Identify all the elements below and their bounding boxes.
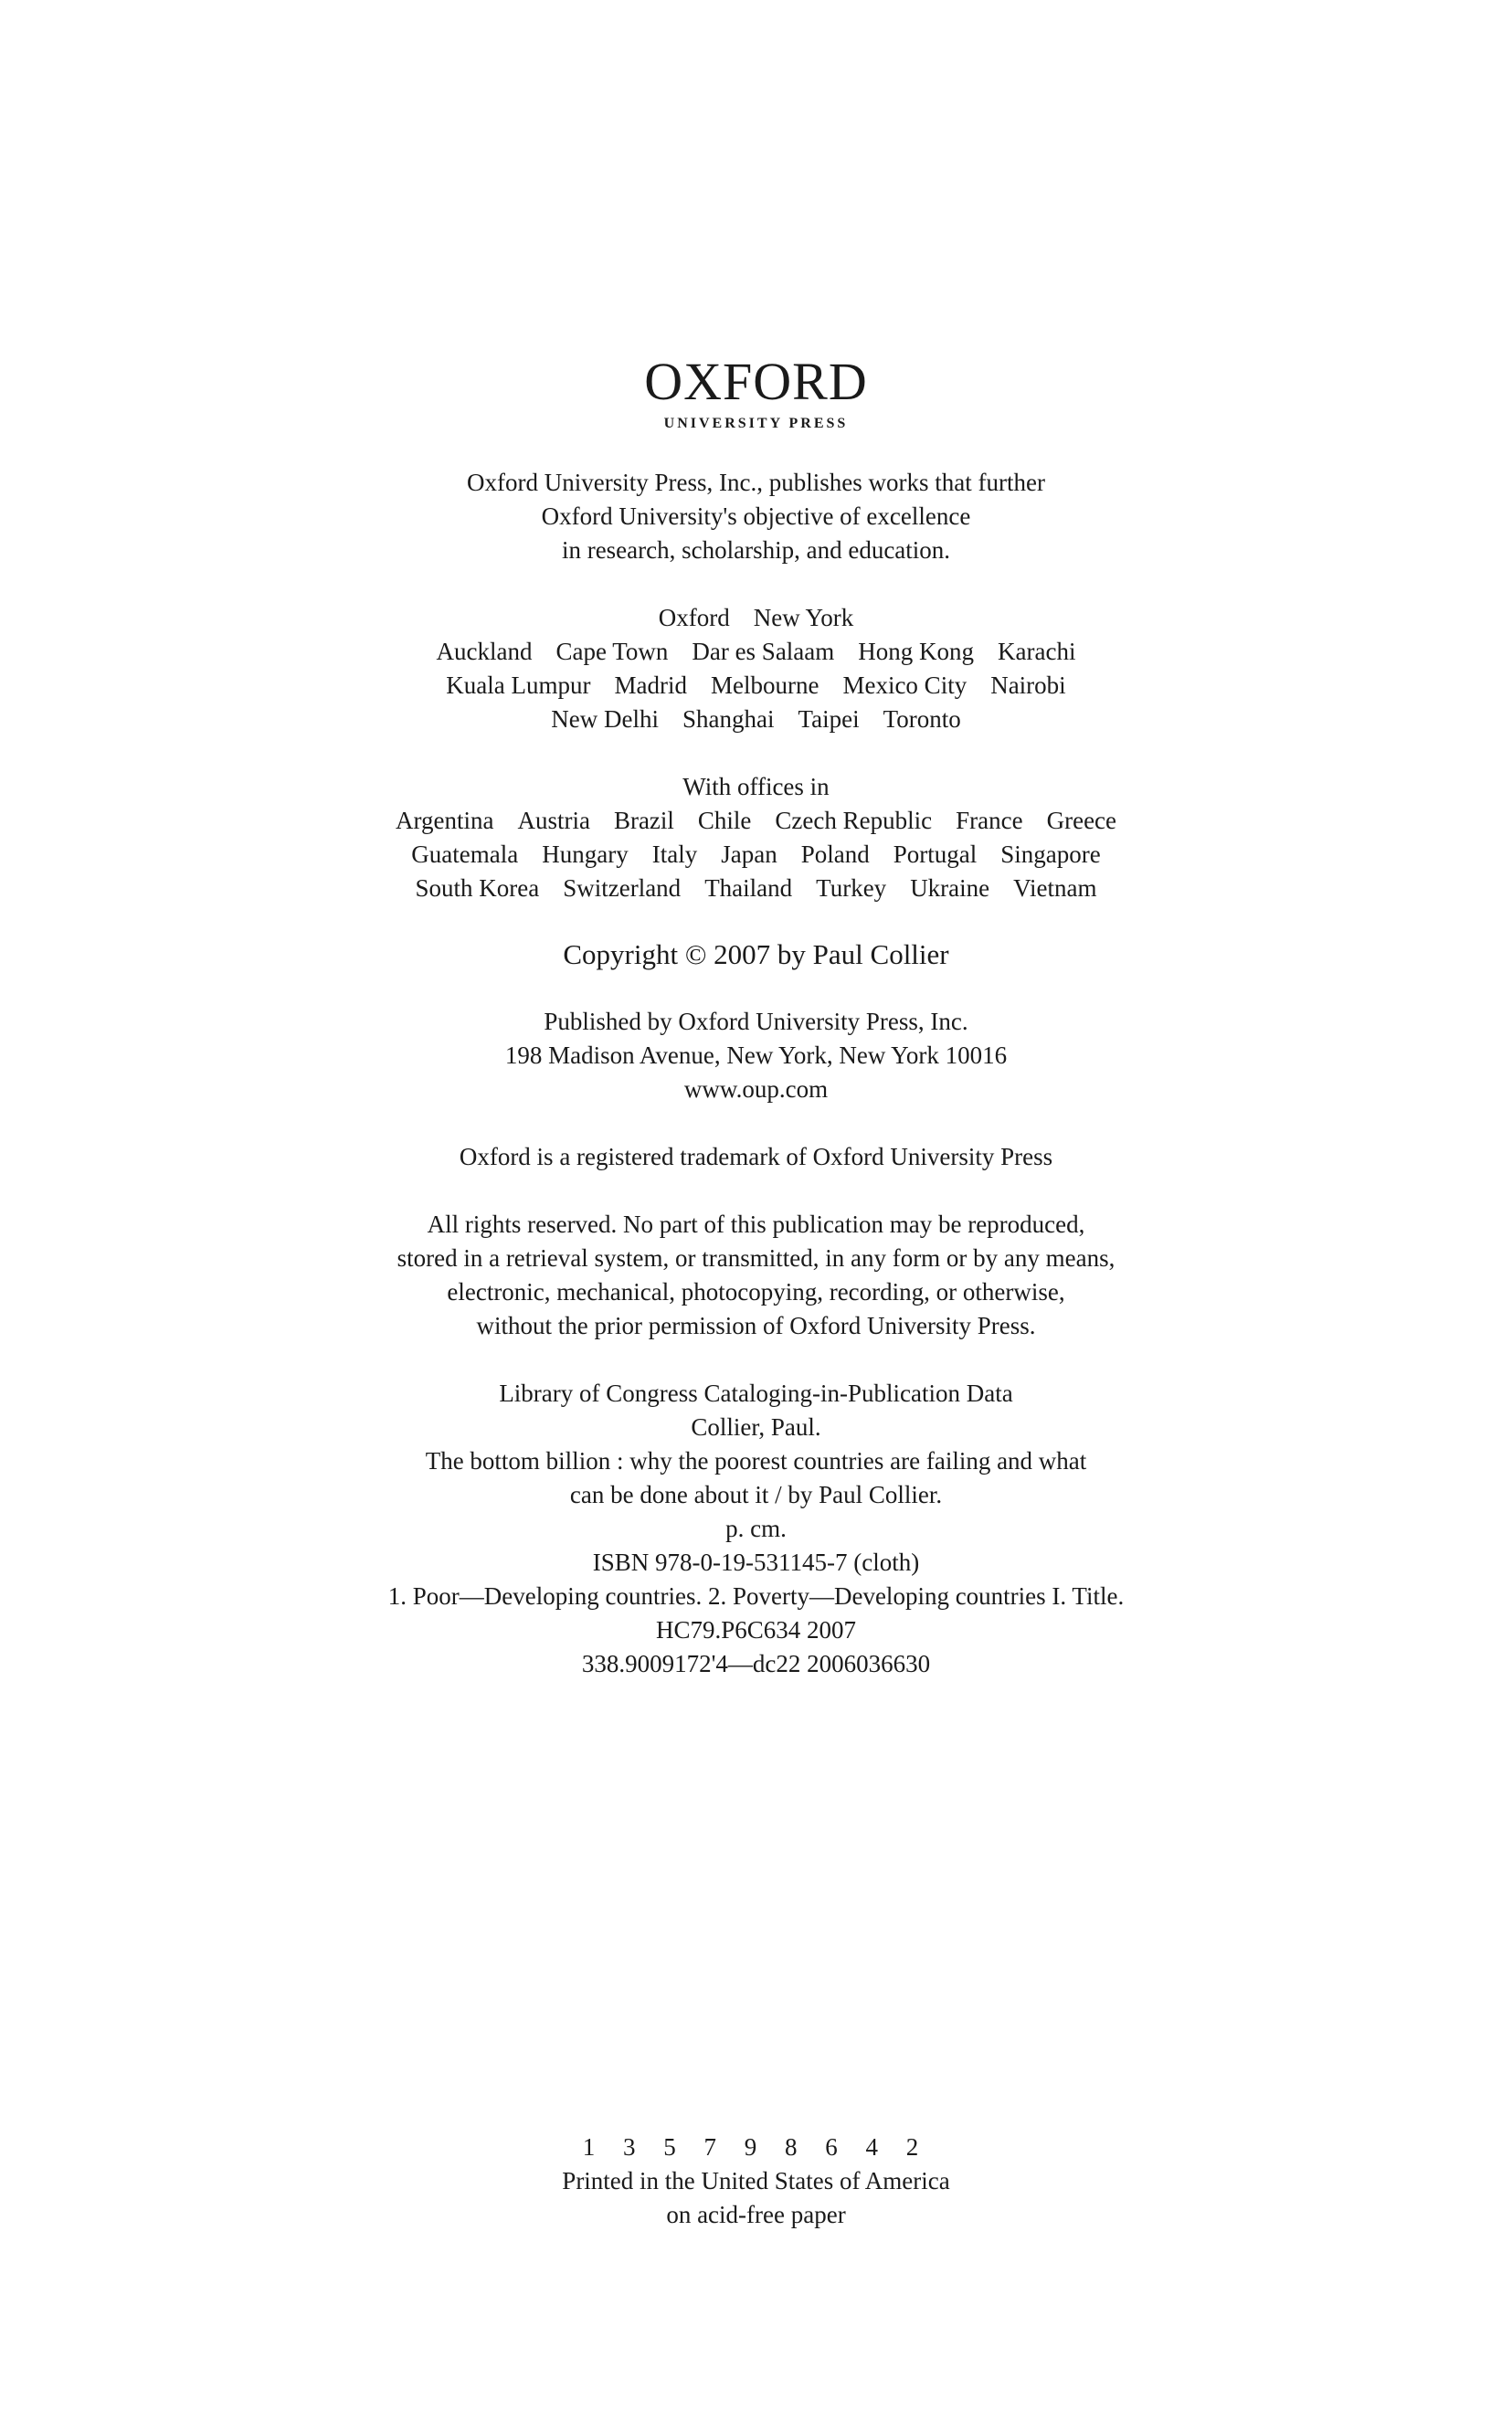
rights-line: without the prior permission of Oxford University Press. <box>476 1312 1036 1339</box>
city-name: Cape Town <box>555 638 669 665</box>
country-name: Guatemala <box>411 841 519 868</box>
copyright-text: Copyright © 2007 by Paul Collier <box>563 938 949 970</box>
country-name: Brazil <box>613 807 674 834</box>
country-name: Thailand <box>704 874 793 902</box>
printed-country: Printed in the United States of America <box>562 2167 950 2194</box>
city-name: Nairobi <box>990 671 1066 699</box>
cataloging-line: Library of Congress Cataloging-in-Publication Data <box>499 1380 1013 1407</box>
country-name: Italy <box>651 841 698 868</box>
oxford-logo <box>0 354 1512 435</box>
city-name: New Delhi <box>551 705 660 733</box>
cataloging-line: The bottom billion : why the poorest countries are failing and what <box>425 1447 1087 1475</box>
mission-line: in research, scholarship, and education. <box>561 536 951 564</box>
rights-line: stored in a retrieval system, or transmitted, in any form or by any means, <box>397 1244 1115 1272</box>
country-name: Czech Republic <box>775 807 933 834</box>
country-name: Switzerland <box>563 874 682 902</box>
publisher-url: www.oup.com <box>683 1075 829 1103</box>
city-name: Karachi <box>998 638 1076 665</box>
country-name: Singapore <box>1000 841 1101 868</box>
city-row <box>0 703 1512 736</box>
country-name: South Korea <box>415 874 540 902</box>
logo-subtitle: UNIVERSITY PRESS <box>663 416 849 431</box>
logo-name: OXFORD <box>644 352 868 411</box>
cataloging-data <box>0 1377 1512 1681</box>
rights-line: electronic, mechanical, photocopying, recording, or otherwise, <box>447 1278 1065 1306</box>
rights-notice <box>0 1208 1512 1343</box>
city-name: Kuala Lumpur <box>446 671 591 699</box>
city-name: Hong Kong <box>858 638 975 665</box>
city-name: Mexico City <box>842 671 967 699</box>
trademark-notice <box>0 1140 1512 1174</box>
city-name: Taipei <box>798 705 860 733</box>
city-name: Oxford <box>658 604 730 631</box>
city-row <box>0 601 1512 635</box>
mission-line: Oxford University Press, Inc., publishes works that further <box>467 469 1045 496</box>
mission-line: Oxford University's objective of excellence <box>541 502 971 530</box>
country-name: Greece <box>1046 807 1117 834</box>
cataloging-subjects: 1. Poor—Developing countries. 2. Poverty—Developing countries I. Title. <box>387 1582 1125 1610</box>
city-name: Melbourne <box>710 671 819 699</box>
country-name: France <box>956 807 1023 834</box>
offices-heading: With offices in <box>682 773 830 800</box>
trademark-text: Oxford is a registered trademark of Oxford University Press <box>459 1143 1053 1170</box>
city-name: Dar es Salaam <box>692 638 835 665</box>
country-name: Vietnam <box>1013 874 1097 902</box>
cataloging-classification: 338.9009172'4—dc22 2006036630 <box>581 1650 931 1677</box>
country-row <box>0 838 1512 872</box>
city-name: Auckland <box>436 638 533 665</box>
copyright-notice <box>0 936 1512 973</box>
city-name: Shanghai <box>682 705 775 733</box>
country-name: Hungary <box>542 841 629 868</box>
mission-statement <box>0 466 1512 567</box>
print-line-numbers: 1 3 5 7 9 8 6 4 2 <box>582 2133 930 2161</box>
country-name: Chile <box>697 807 752 834</box>
city-name: New York <box>753 604 854 631</box>
country-name: Ukraine <box>910 874 990 902</box>
country-name: Japan <box>721 841 777 868</box>
country-row <box>0 804 1512 838</box>
publisher-info <box>0 1005 1512 1106</box>
publisher-line: 198 Madison Avenue, New York, New York 10016 <box>504 1042 1008 1069</box>
country-name: Portugal <box>893 841 978 868</box>
rights-line: All rights reserved. No part of this publication may be reproduced, <box>427 1211 1085 1238</box>
country-name: Turkey <box>816 874 887 902</box>
publisher-line: Published by Oxford University Press, Inc. <box>544 1008 968 1035</box>
cataloging-line: can be done about it / by Paul Collier. <box>569 1481 943 1508</box>
city-row <box>0 669 1512 703</box>
paper-type: on acid-free paper <box>666 2201 846 2228</box>
city-name: Toronto <box>883 705 961 733</box>
printing-info <box>0 2131 1512 2232</box>
cataloging-line: Collier, Paul. <box>691 1413 821 1441</box>
country-name: Argentina <box>395 807 494 834</box>
country-row <box>0 872 1512 905</box>
country-name: Poland <box>800 841 870 868</box>
cataloging-isbn: ISBN 978-0-19-531145-7 (cloth) <box>592 1549 920 1576</box>
cataloging-line: p. cm. <box>725 1515 787 1542</box>
country-name: Austria <box>517 807 590 834</box>
offices-list <box>0 770 1512 905</box>
cataloging-call-number: HC79.P6C634 2007 <box>655 1616 857 1644</box>
city-list <box>0 601 1512 736</box>
city-name: Madrid <box>614 671 687 699</box>
city-row <box>0 635 1512 669</box>
